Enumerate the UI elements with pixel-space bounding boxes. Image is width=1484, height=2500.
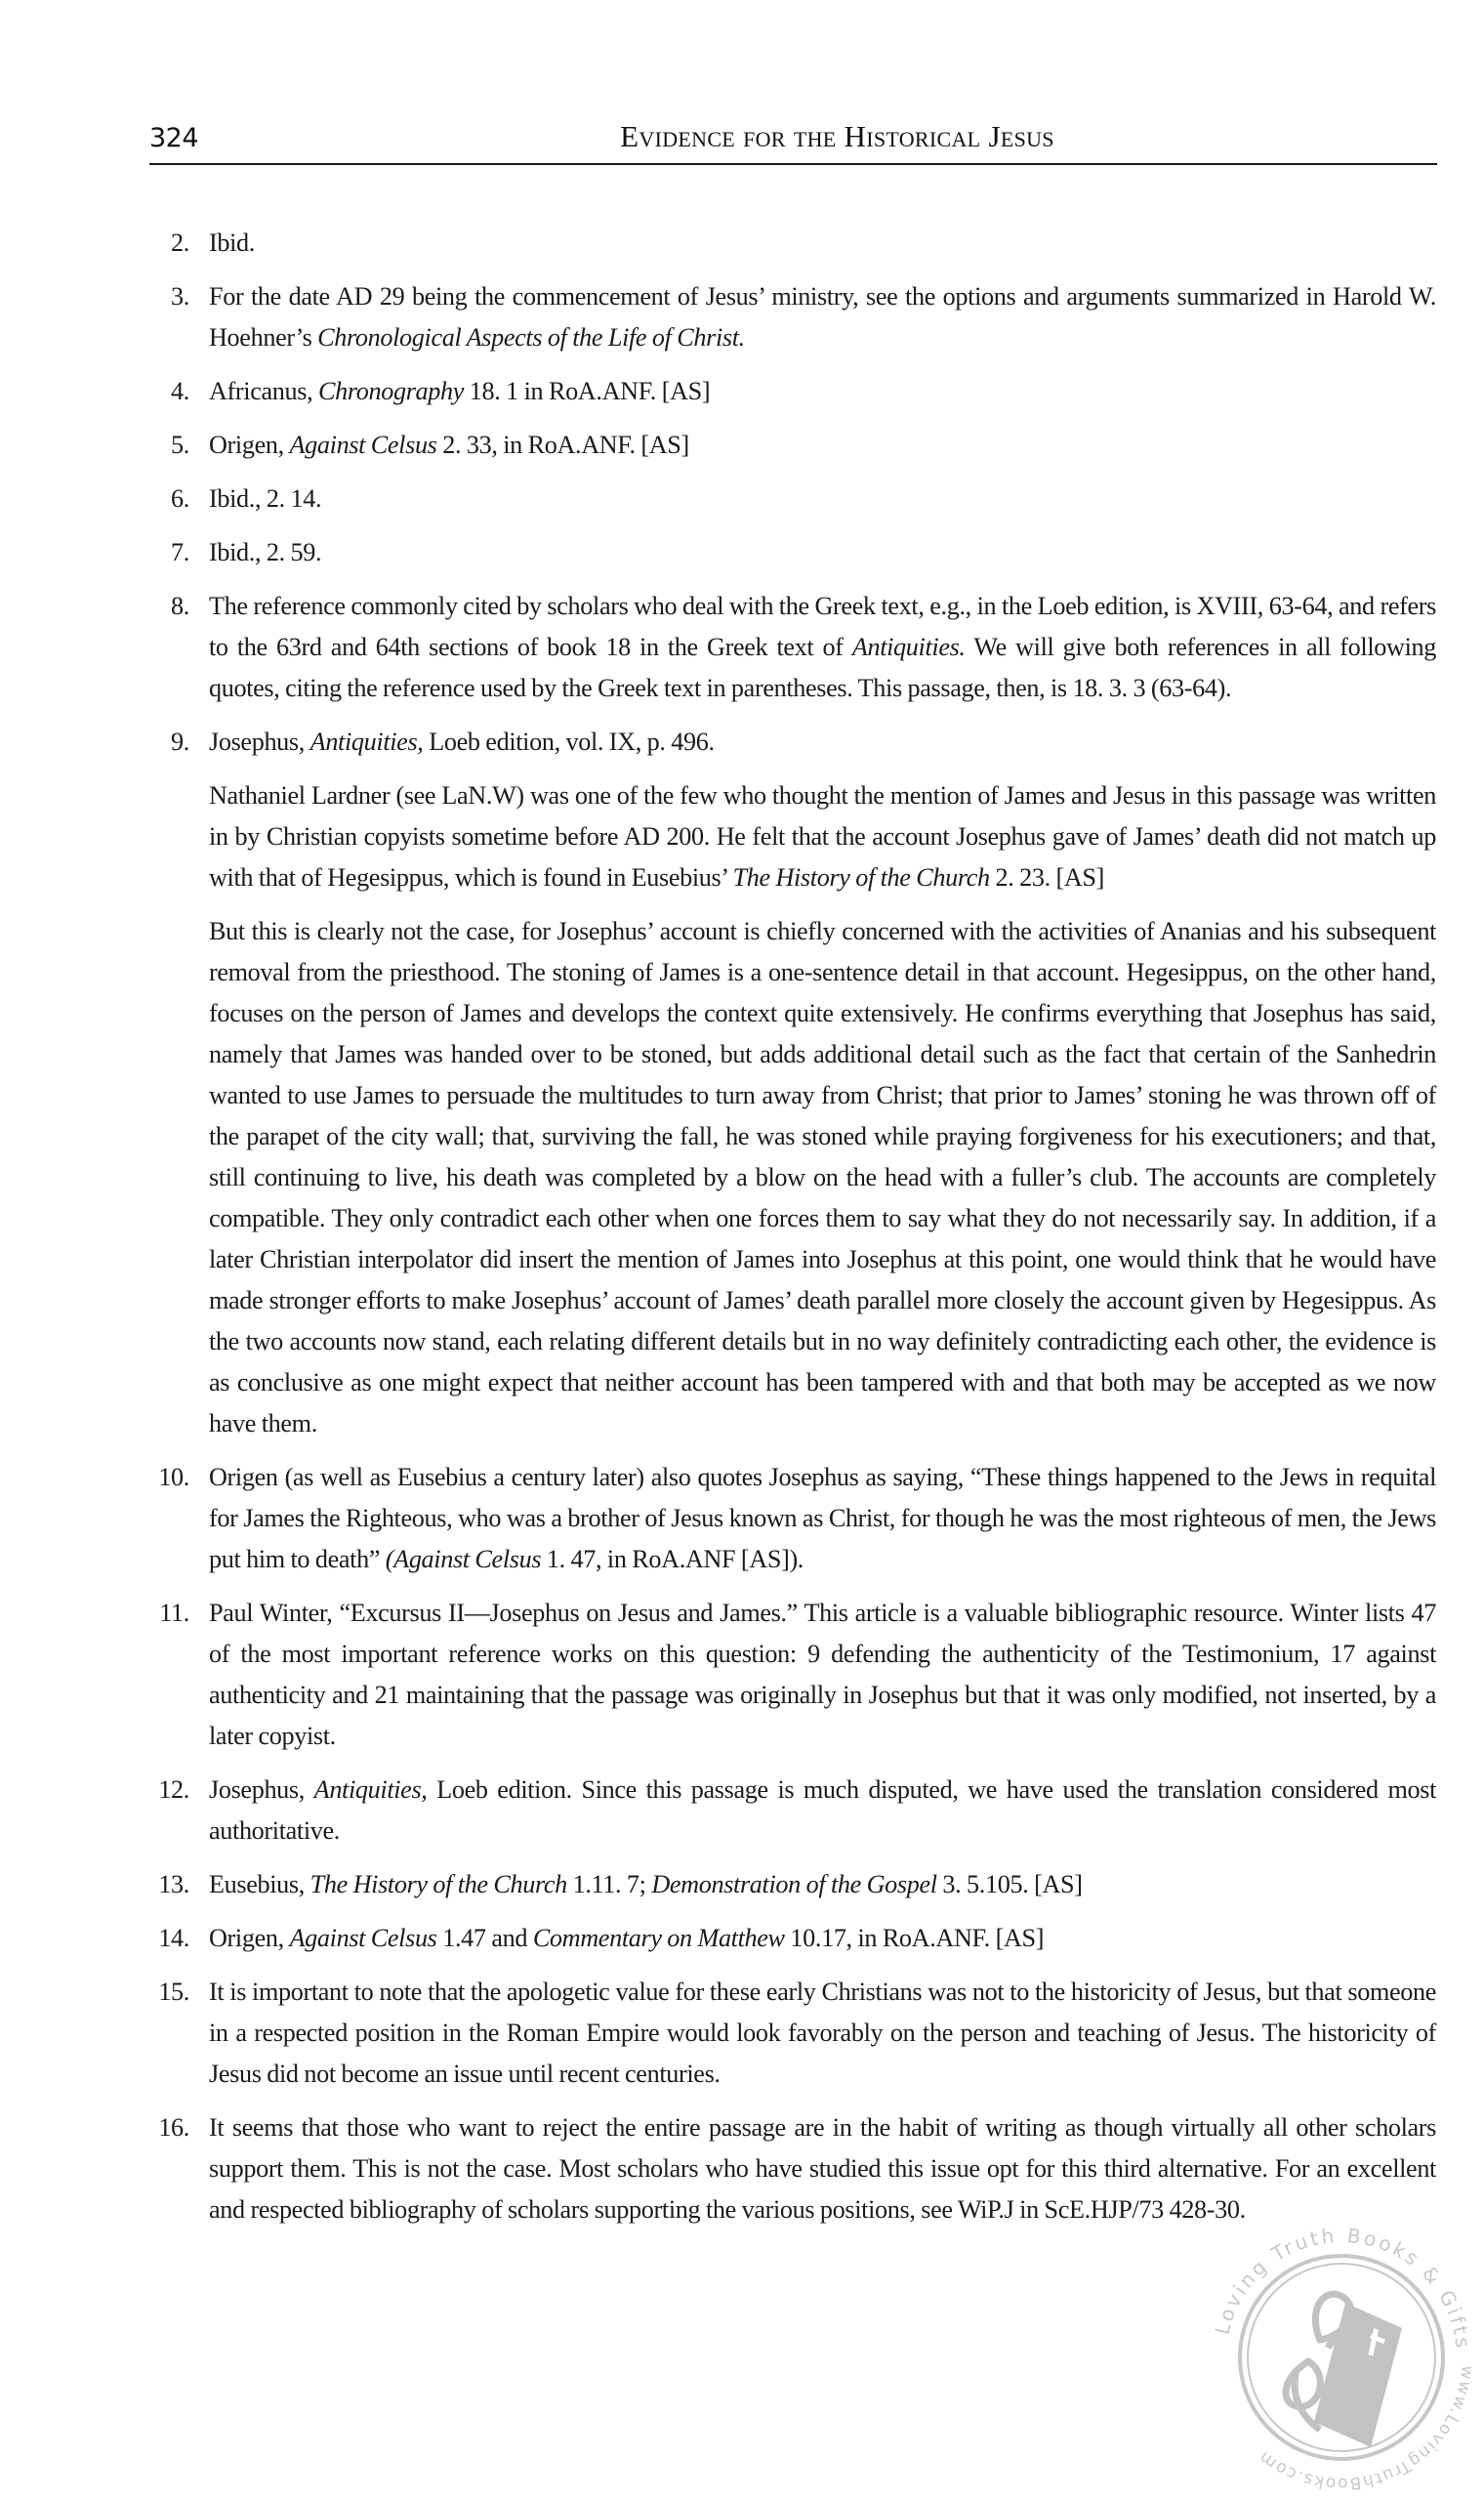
endnote-2 — [149, 223, 1436, 264]
text-run: It is important to note that the apologetic value for these early Christians was not to the historicity of Jesus, but that someone in a respected position in the Roman Empire would look favorably on the person and teaching of Jesus. The historicity of Jesus did not become an issue until recent centuries. — [209, 1978, 1436, 2088]
text-run: 2. 23. [AS] — [989, 863, 1104, 892]
bible-icon — [1314, 2303, 1402, 2447]
endnote-number: 6. — [171, 484, 189, 513]
text-run: Ibid., 2. 14. — [209, 484, 322, 513]
endnote-number: 5. — [171, 431, 189, 459]
text-run: Paul Winter, “Excursus II—Josephus on Jesus and James.” This article is a valuable bibliographic resource. Winter lists 47 of the most important reference works on this question: 9 defending the authenticity of the Testimonium, 17 against authenticity and 21 maintaining that the passage was originally in Josephus but that it was only modified, not inserted, by a later copyist. — [209, 1599, 1436, 1750]
text-run: Africanus, — [209, 377, 318, 405]
endnote-13 — [149, 1864, 1436, 1905]
endnote-paragraph — [209, 1770, 1436, 1852]
text-run: Josephus, — [209, 728, 310, 756]
endnote-number: 12. — [158, 1775, 189, 1804]
text-run: 1.11. 7; — [566, 1870, 652, 1898]
endnote-body — [209, 371, 1436, 412]
endnote-body — [209, 276, 1436, 358]
text-run: We will give both references in all following quotes, citing the reference used by the Greek text in parentheses. This passage, then, is 18. 3. 3 (63-64). — [209, 633, 1436, 702]
italic-title: Against Celsus — [289, 1924, 437, 1952]
endnote-body — [209, 2107, 1436, 2230]
endnote-body — [209, 1864, 1436, 1905]
endnote-paragraph — [209, 2107, 1436, 2230]
endnote-number: 4. — [171, 377, 189, 405]
text-run: Origen, — [209, 1924, 290, 1952]
endnote-number: 13. — [158, 1870, 189, 1898]
endnote-9 — [149, 722, 1436, 1444]
italic-title: Antiquities, — [313, 1775, 428, 1804]
endnote-16 — [149, 2107, 1436, 2230]
endnote-paragraph — [209, 276, 1436, 358]
endnote-paragraph — [209, 1918, 1436, 1959]
italic-title: Antiquities. — [851, 633, 966, 661]
text-run: 1.47 and — [436, 1924, 533, 1952]
header-rule — [149, 163, 1437, 165]
text-run: 18. 1 in RoA.ANF. [AS] — [464, 377, 711, 405]
endnote-paragraph — [209, 425, 1436, 466]
endnote-number: 14. — [158, 1924, 189, 1952]
text-run: Origen, — [209, 431, 290, 459]
endnote-body — [209, 1457, 1436, 1580]
text-run: It seems that those who want to reject the entire passage are in the habit of writing as though virtually all other scholars support them. This is not the case. Most scholars who have studied this issue opt for this third alternative. For an excellent and respected bibliography of scholars supporting the various positions, see WiP.J in ScE.HJP/73 428-30. — [209, 2113, 1436, 2224]
text-run: 2. 33, in RoA.ANF. [AS] — [436, 431, 689, 459]
endnote-6 — [149, 479, 1436, 520]
endnote-number: 16. — [158, 2113, 189, 2142]
ribbon-icon — [1286, 2294, 1390, 2430]
endnote-body — [209, 425, 1436, 466]
text-run: Ibid. — [209, 229, 255, 257]
endnote-paragraph — [209, 479, 1436, 520]
endnote-number: 2. — [171, 229, 189, 257]
text-run: But this is clearly not the case, for Josephus’ account is chiefly concerned with the activities of Ananias and his subsequent removal from the priesthood. The stoning of James is a one-sentence detail in that account. Hegesippus, on the other hand, focuses on the person of James and develops the context quite extensively. He confirms everything that Josephus has said, namely that James was handed over to be stoned, but adds additional detail such as the fact that certain of the Sanhedrin wanted to use James to persuade the multitudes to turn away from Christ; that prior to James’ stoning he was thrown off of the parapet of the city wall; that, surviving the fall, he was stoned while praying forgiveness for his executioners; and that, still continuing to live, his death was completed by a blow on the head with a fuller’s club. The accounts are completely compatible. They only contradict each other when one forces them to say what they do not necessarily say. In addition, if a later Christian interpolator did insert the mention of James into Josephus at this point, one would think that he would have made stronger efforts to make Josephus’ account of James’ death parallel more closely the account given by Hegesippus. As the two accounts now stand, each relating different details but in no way definitely contradicting each other, the evidence is as conclusive as one might expect that neither account has been tampered with and that both may be accepted as we now have them. — [209, 917, 1436, 1438]
endnote-body — [209, 586, 1436, 709]
endnote-number: 8. — [171, 592, 189, 620]
endnote-5 — [149, 425, 1436, 466]
watermark-stamp-icon — [1199, 2215, 1484, 2500]
svg-text:www.LovingTruthBooks.com — [1255, 2364, 1477, 2493]
endnote-number: 11. — [159, 1599, 189, 1627]
text-run: Loeb edition. Since this passage is much disputed, we have used the translation considered most authoritative. — [209, 1775, 1436, 1845]
endnote-11 — [149, 1593, 1436, 1757]
endnote-paragraph — [209, 722, 1436, 763]
watermark-ring-text-right: www.LovingTruthBooks.com — [1255, 2364, 1477, 2493]
endnote-body — [209, 1972, 1436, 2095]
text-run: 3. 5.105. [AS] — [936, 1870, 1083, 1898]
text-run: Origen (as well as Eusebius a century later) also quotes Josephus as saying, “These things happened to the Jews in requital for James the Righteous, who was a brother of Jesus known as Christ, for though he was the most righteous of men, the Jews put him to death” — [209, 1463, 1436, 1573]
italic-title: Demonstration of the Gospel — [651, 1870, 937, 1898]
endnote-paragraph — [209, 532, 1436, 573]
text-run: The reference commonly cited by scholars who deal with the Greek text, e.g., in the Loeb edition, is XVIII, 63-64, and refers to the 63rd and 64th sections of book 18 in the Greek text of — [209, 592, 1436, 661]
endnote-body — [209, 1593, 1436, 1757]
endnote-10 — [149, 1457, 1436, 1580]
text-run: Josephus, — [209, 1775, 314, 1804]
text-run: Loeb edition, vol. IX, p. 496. — [423, 728, 715, 756]
endnote-body — [209, 1770, 1436, 1852]
endnote-body — [209, 532, 1436, 573]
watermark-ring-text-left: Loving Truth Books & Gifts — [1210, 2223, 1475, 2353]
endnote-3 — [149, 276, 1436, 358]
endnote-4 — [149, 371, 1436, 412]
endnote-number: 3. — [171, 282, 189, 311]
endnote-paragraph — [209, 1593, 1436, 1757]
running-title: Evidence for the Historical Jesus — [620, 119, 1054, 153]
endnote-7 — [149, 532, 1436, 573]
endnote-paragraph — [209, 1864, 1436, 1905]
endnote-paragraph — [209, 911, 1436, 1444]
text-run: Eusebius, — [209, 1870, 310, 1898]
text-run: For the date AD 29 being the commencement of Jesus’ ministry, see the options and arguments summarized in Harold W. Hoehner’s — [209, 282, 1436, 352]
endnote-number: 15. — [158, 1978, 189, 2006]
endnote-number: 10. — [158, 1463, 189, 1491]
running-head — [149, 115, 1437, 164]
italic-title: (Against Celsus — [385, 1545, 542, 1573]
endnote-body — [209, 223, 1436, 264]
endnote-body — [209, 479, 1436, 520]
endnote-paragraph — [209, 1972, 1436, 2095]
page-number: 324 — [149, 123, 199, 153]
italic-title: Chronological Aspects of the Life of Christ. — [317, 323, 745, 352]
endnote-12 — [149, 1770, 1436, 1852]
italic-title: Antiquities, — [309, 728, 424, 756]
italic-title: Chronography — [318, 377, 465, 405]
text-run: 1. 47, in RoA.ANF [AS]). — [541, 1545, 804, 1573]
endnote-paragraph — [209, 775, 1436, 898]
text-run: Ibid., 2. 59. — [209, 538, 322, 566]
endnote-15 — [149, 1972, 1436, 2095]
italic-title: Commentary on Matthew — [532, 1924, 785, 1952]
endnote-paragraph — [209, 1457, 1436, 1580]
text-run: 10.17, in RoA.ANF. [AS] — [784, 1924, 1045, 1952]
endnote-number: 7. — [171, 538, 189, 566]
endnote-8 — [149, 586, 1436, 709]
endnotes-list — [149, 223, 1436, 2243]
endnote-number: 9. — [171, 728, 189, 756]
endnote-paragraph — [209, 371, 1436, 412]
italic-title: The History of the Church — [309, 1870, 567, 1898]
endnote-14 — [149, 1918, 1436, 1959]
endnote-body — [209, 1918, 1436, 1959]
endnote-paragraph — [209, 586, 1436, 709]
text-run: Nathaniel Lardner (see LaN.W) was one of the few who thought the mention of James and Jesus in this passage was written in by Christian copyists sometime before AD 200. He felt that the account Josephus gave of James’ death did not match up with that of Hegesippus, which is found in Eusebius’ — [209, 781, 1436, 892]
endnote-body — [209, 722, 1436, 1444]
endnote-paragraph — [209, 223, 1436, 264]
italic-title: The History of the Church — [732, 863, 990, 892]
italic-title: Against Celsus — [289, 431, 437, 459]
